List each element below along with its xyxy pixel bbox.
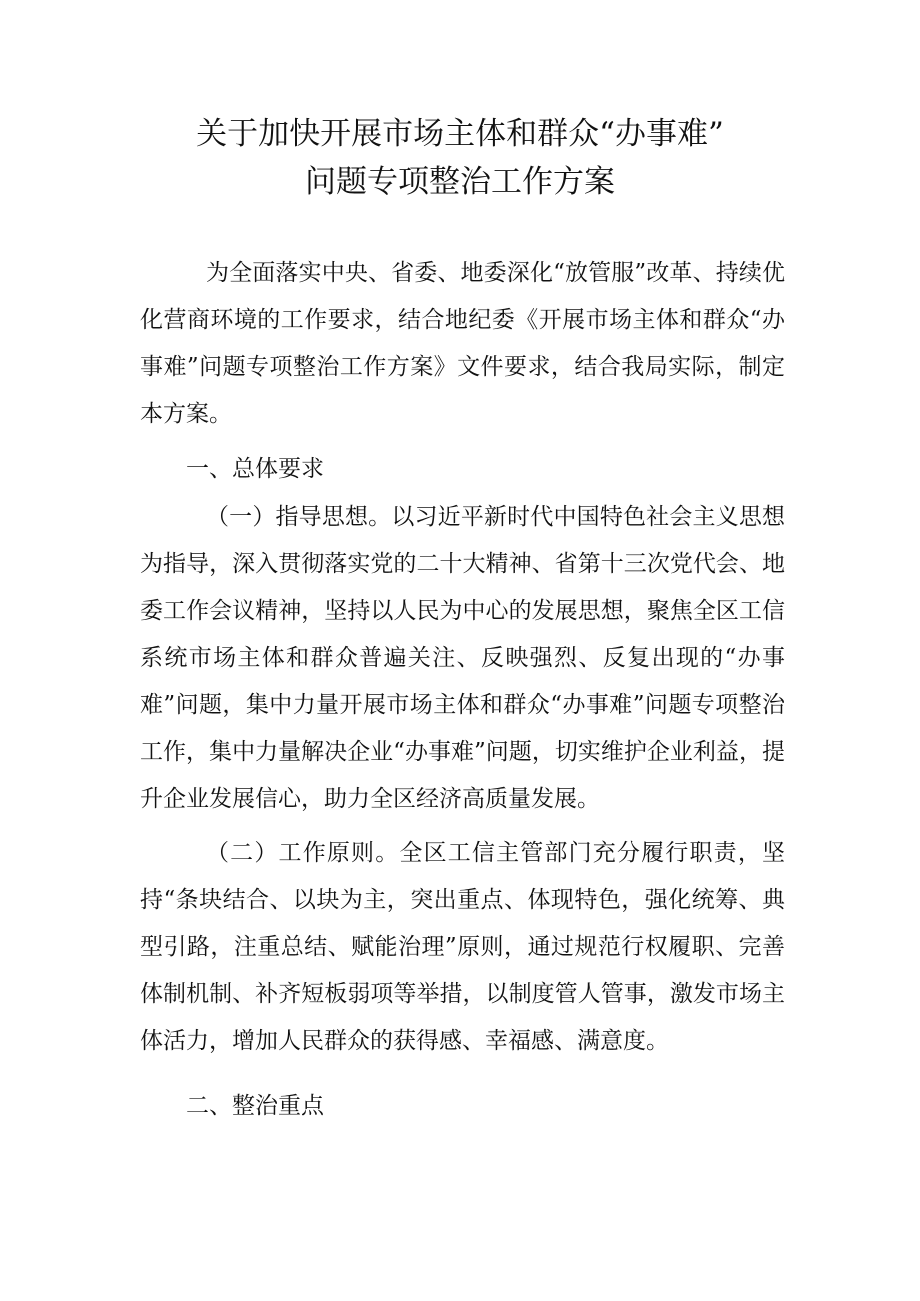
document-title-line-2: 问题专项整治工作方案 xyxy=(305,164,615,200)
guiding-ideology-paragraph: （一）指导思想。以习近平新时代中国特色社会主义思想为指导，深入贯彻落实党的二十大精神、省第十三次党代会、地委工作会议精神，坚持以人民为中心的发展思想，聚焦全区工信系统市场主体和群众普遍关注、反映强烈、反复出现的“办事难”问题，集中力量开展市场主体和群众“办事难”问题专项整治工作，集中力量解决企业“办事难”问题，切实维护企业利益，提升企业发展信心，助力全区经济高质量发展。 xyxy=(140,504,785,812)
intro-paragraph: 为全面落实中央、省委、地委深化“放管服”改革、持续优化营商环境的工作要求，结合地纪委《开展市场主体和群众“办事难”问题专项整治工作方案》文件要求，结合我局实际，制定本方案。 xyxy=(140,260,785,427)
document-title-line-1: 关于加快开展市场主体和群众“办事难” xyxy=(196,116,724,152)
section-2-heading: 二、整治重点 xyxy=(186,1093,324,1119)
working-principles-paragraph: （二）工作原则。全区工信主管部门充分履行职责，坚持“条块结合、以块为主，突出重点、体现特色，强化统筹、典型引路，注重总结、赋能治理”原则，通过规范行权履职、完善体制机制、补齐短板弱项等举措，以制度管人管事，激发市场主体活力，增加人民群众的获得感、幸福感、满意度。 xyxy=(140,840,785,1054)
section-1-heading: 一、总体要求 xyxy=(186,456,324,482)
